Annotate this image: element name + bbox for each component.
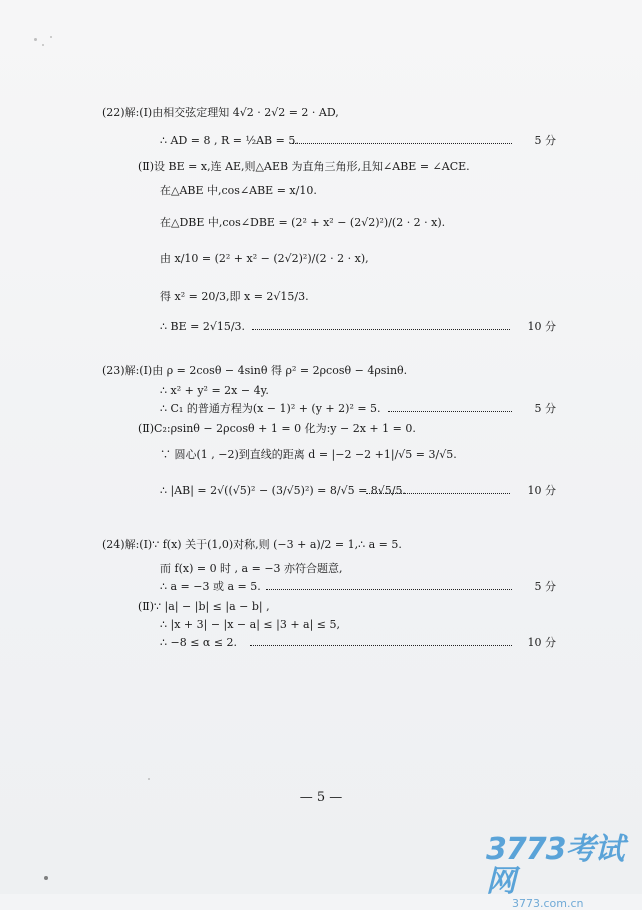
q22-line-2: ∴ AD = 8 , R = ½AB = 5. [160,134,299,147]
q23-line-4: (Ⅱ)C₂:ρsinθ − 2ρcosθ + 1 = 0 化为:y − 2x + 1 = 0. [138,422,416,435]
dotted-leader [252,329,510,330]
q23-score-5: 5 分 [534,402,556,415]
q24-line-5: ∴ |x + 3| − |x − a| ≤ |3 + a| ≤ 5, [160,618,341,631]
q24-line-1: (24)解:(Ⅰ)∵ f(x) 关于(1,0)对称,则 (−3 + a)/2 = 1,∴ a = 5. [102,538,402,551]
q22-score-5: 5 分 [534,134,556,147]
q23-line-2: ∴ x² + y² = 2x − 4y. [160,384,269,397]
q24-line-4: (Ⅱ)∵ |a| − |b| ≤ |a − b| , [138,600,270,613]
q23-line-1: (23)解:(Ⅰ)由 ρ = 2cosθ − 4sinθ 得 ρ² = 2ρcosθ − 4ρsinθ. [102,364,408,377]
scan-speck [44,876,48,880]
q22-line-3: (Ⅱ)设 BE = x,连 AE,则△AEB 为直角三角形,且知∠ABE = ∠ACE. [138,160,470,173]
q22-line-8: ∴ BE = 2√15/3. [160,320,246,333]
q23-score-10: 10 分 [527,484,556,497]
watermark-main: 3773考试网 [486,832,624,899]
scan-speck [34,38,37,41]
q22-line-7: 得 x² = 20/3,即 x = 2√15/3. [160,290,309,303]
q22-line-6: 由 x/10 = (2² + x² − (2√2)²)/(2 · 2 · x), [160,252,369,265]
page-number: — 5 — [299,790,343,805]
q24-line-2: 而 f(x) = 0 时 , a = −3 亦符合题意, [160,562,343,575]
q24-score-5: 5 分 [534,580,556,593]
watermark-sub: 3773.com.cn [512,897,584,910]
q24-line-3: ∴ a = −3 或 a = 5. [160,580,261,593]
scan-speck [148,778,150,780]
q23-line-3: ∴ C₁ 的普通方程为(x − 1)² + (y + 2)² = 5. [160,402,381,415]
q22-score-10: 10 分 [527,320,556,333]
q23-line-6: ∴ |AB| = 2√((√5)² − (3/√5)²) = 8/√5 = 8√5/5. [160,484,406,497]
q24-line-6: ∴ −8 ≤ α ≤ 2. [160,636,238,649]
dotted-leader [292,143,512,144]
dotted-leader [250,645,512,646]
dotted-leader [266,589,512,590]
q23-line-5: ∵ 圆心(1 , −2)到直线的距离 d = |−2 −2 +1|/√5 = 3/√5. [160,448,457,461]
dotted-leader [366,493,510,494]
watermark-logo [486,834,636,910]
q22-line-1: (22)解:(Ⅰ)由相交弦定理知 4√2 · 2√2 = 2 · AD, [102,106,339,119]
q24-score-10: 10 分 [527,636,556,649]
scan-speck [50,36,52,38]
scan-speck [42,44,44,46]
q22-line-4: 在△ABE 中,cos∠ABE = x/10. [160,184,317,197]
q22-line-5: 在△DBE 中,cos∠DBE = (2² + x² − (2√2)²)/(2 · 2 · x). [160,216,446,229]
dotted-leader [388,411,512,412]
